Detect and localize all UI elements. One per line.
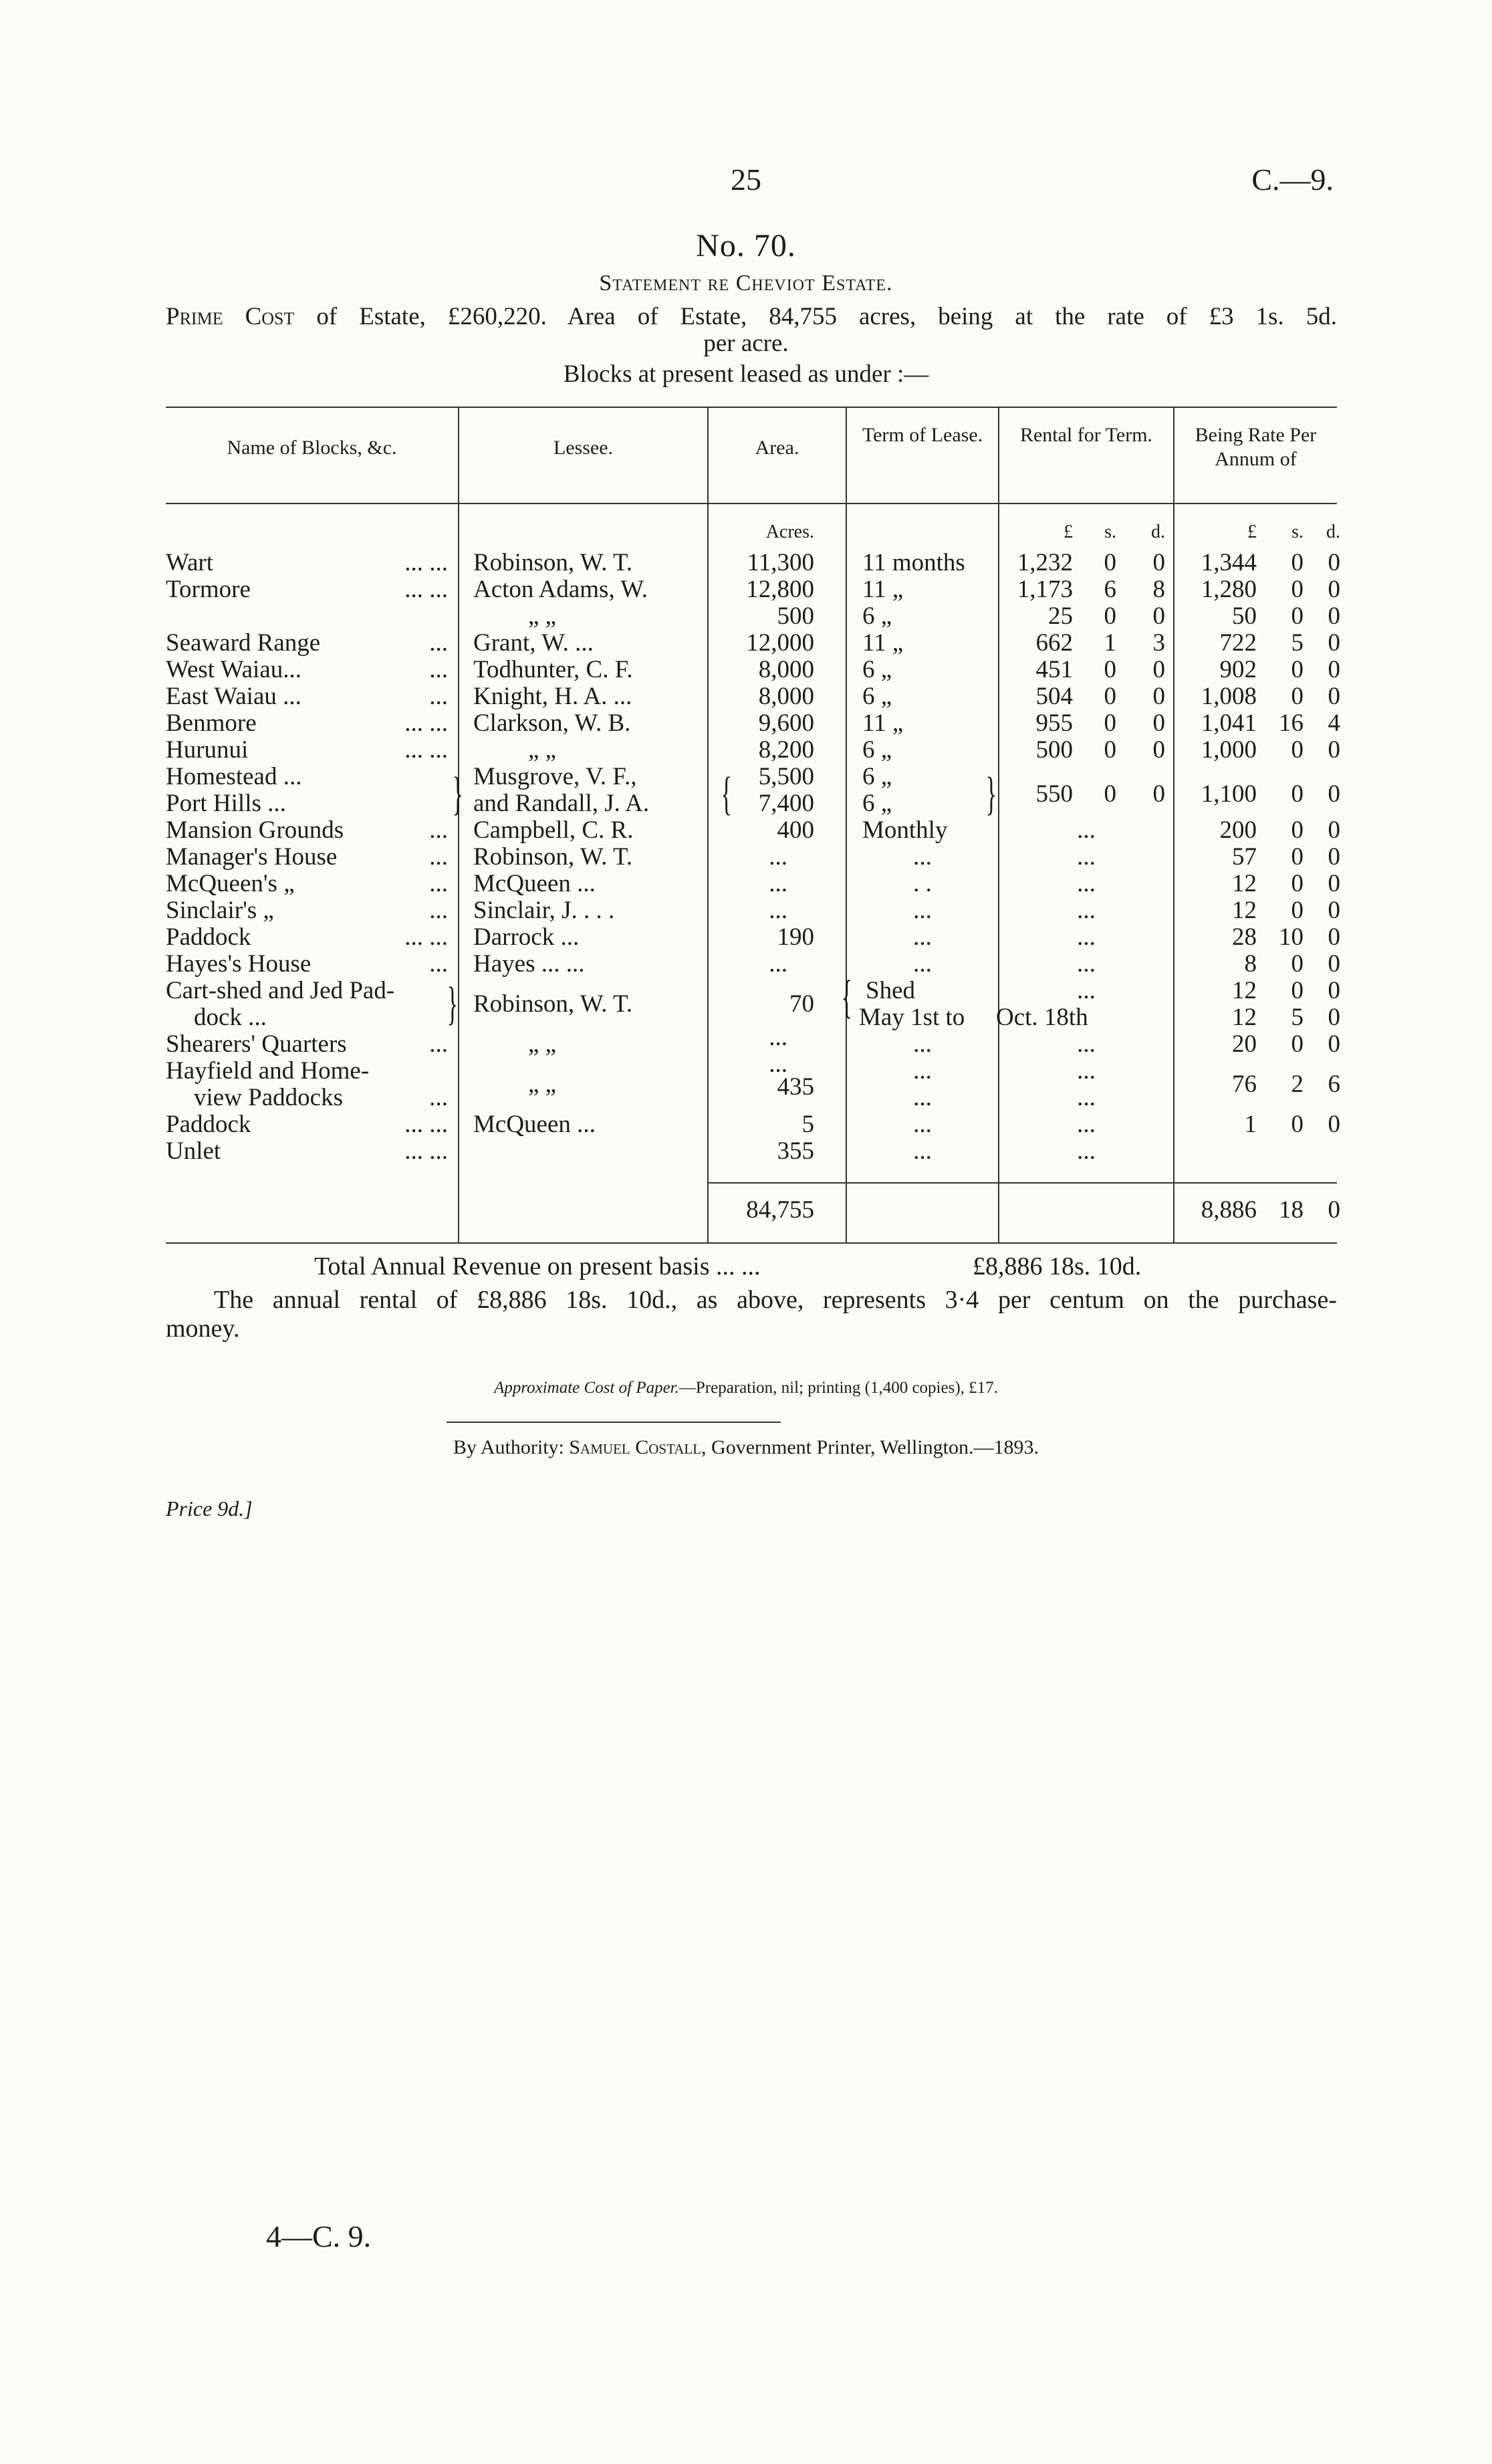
cartshed-term-brace: { xyxy=(841,972,853,1023)
row-11-ps: 0 xyxy=(1291,816,1303,844)
annual-rental-paragraph: The annual rental of £8,886 18s. 10d., as above, represents 3·4 per centum on the purchase- xyxy=(214,1286,1337,1314)
shearers-area: ... xyxy=(769,1024,787,1051)
row-5-ps: 0 xyxy=(1291,656,1303,683)
row-3-pd: 0 xyxy=(1328,602,1340,630)
row-8-rl: 500 xyxy=(1035,736,1073,764)
row-14-term: ... xyxy=(913,897,932,924)
row-13-pd: 0 xyxy=(1328,870,1340,897)
row-8-dots: ... ... xyxy=(404,736,448,764)
row-16-area: ... xyxy=(769,950,787,978)
paddock2-rental: ... xyxy=(1077,1111,1096,1138)
hayfield-area-line2: 435 xyxy=(777,1073,814,1101)
row-13-pl: 12 xyxy=(1232,870,1257,897)
total-rate-pounds: 8,886 xyxy=(1201,1196,1257,1224)
row-4-pd: 0 xyxy=(1328,629,1340,657)
unit-rate-pounds: £ xyxy=(1247,522,1257,542)
row-5-lessee: Todhunter, C. F. xyxy=(473,656,633,683)
row-12-name: Manager's House xyxy=(166,843,338,871)
row-12-ps: 0 xyxy=(1291,843,1303,871)
row-13-name: McQueen's „ xyxy=(166,870,295,897)
header-area: Area. xyxy=(755,437,799,459)
hayfield-rate-pounds: 76 xyxy=(1232,1071,1257,1098)
statement-title: Statement re Cheviot Estate. xyxy=(599,271,893,296)
authority-line xyxy=(0,1436,1492,1459)
totals-rule xyxy=(707,1182,1337,1184)
hayfield-term-line1: ... xyxy=(913,1057,932,1085)
row-16-pl: 8 xyxy=(1244,950,1257,978)
shearers-term: ... xyxy=(913,1030,932,1058)
row-16-pd: 0 xyxy=(1328,950,1340,978)
row-4-rs: 1 xyxy=(1104,629,1116,657)
paddock2-name: Paddock xyxy=(166,1111,251,1138)
row-5-name: West Waiau... xyxy=(166,656,301,683)
row-14-pd: 0 xyxy=(1328,897,1340,924)
row-15-rl: ... xyxy=(1077,923,1096,951)
cartshed-term-line2: May 1st to xyxy=(859,1004,965,1031)
row-2-term: 11 „ xyxy=(862,576,904,603)
row-11-pl: 200 xyxy=(1219,816,1257,844)
cartshed-rental-line2: Oct. 18th xyxy=(996,1004,1088,1031)
row-5-rl: 451 xyxy=(1035,656,1073,683)
row-9-name: Homestead ... xyxy=(166,763,302,790)
cartshed-rate2-shillings: 5 xyxy=(1291,1004,1303,1031)
unlet-name: Unlet xyxy=(166,1137,221,1165)
header-bottom-rule xyxy=(166,503,1337,504)
row-5-area: 8,000 xyxy=(758,656,814,683)
row-15-lessee: Darrock ... xyxy=(473,923,580,951)
row-13-dots: ... xyxy=(429,870,448,897)
shearers-rate-pounds: 20 xyxy=(1232,1030,1257,1058)
row-6-rl: 504 xyxy=(1035,683,1073,710)
row-4-term: 11 „ xyxy=(862,629,904,657)
row-1-rs: 0 xyxy=(1104,549,1116,576)
prime-cost-continuation: per acre. xyxy=(703,330,789,357)
row-4-rd: 3 xyxy=(1152,629,1165,657)
unit-rental-pounds: £ xyxy=(1064,522,1073,542)
total-revenue-amount: £8,886 18s. 10d. xyxy=(973,1252,1142,1280)
merged-rental-shillings: 0 xyxy=(1104,780,1116,808)
header-name: Name of Blocks, &c. xyxy=(227,437,397,459)
printer-name: Samuel Costall xyxy=(569,1436,702,1458)
shearers-dots: ... xyxy=(429,1030,448,1058)
row-16-lessee: Hayes ... ... xyxy=(473,950,585,978)
hayfield-name-line1: Hayfield and Home- xyxy=(166,1057,370,1085)
paper-cost-text: —Preparation, nil; printing (1,400 copies), £17. xyxy=(678,1379,998,1397)
row-6-pd: 0 xyxy=(1328,683,1340,710)
row-7-area: 9,600 xyxy=(758,709,814,737)
row-2-ps: 0 xyxy=(1291,576,1303,603)
row-4-name: Seaward Range xyxy=(166,629,321,657)
row-1-lessee: Robinson, W. T. xyxy=(473,549,633,576)
row-12-term: ... xyxy=(913,843,932,871)
row-6-pl: 1,008 xyxy=(1201,683,1257,710)
hayfield-lessee: „ „ xyxy=(528,1071,557,1098)
brace-term: } xyxy=(985,768,997,820)
row-5-dots: ... xyxy=(429,656,448,683)
paddock2-term: ... xyxy=(913,1111,932,1138)
row-7-rl: 955 xyxy=(1035,709,1073,737)
total-rate-pence: 0 xyxy=(1328,1196,1340,1224)
hayfield-term-line2: ... xyxy=(913,1084,932,1111)
row-1-pd: 0 xyxy=(1328,549,1340,576)
row-7-rs: 0 xyxy=(1104,709,1116,737)
unlet-term: ... xyxy=(913,1137,932,1165)
row-12-rl: ... xyxy=(1077,843,1096,871)
paddock2-rate-pence: 0 xyxy=(1328,1111,1340,1138)
header-rental: Rental for Term. xyxy=(1019,424,1153,446)
row-5-rd: 0 xyxy=(1152,656,1165,683)
row-1-pl: 1,344 xyxy=(1201,549,1257,576)
paddock2-dots: ... ... xyxy=(404,1111,448,1138)
row-11-area: 400 xyxy=(777,816,814,844)
merged-rental-pounds: 550 xyxy=(1035,780,1073,808)
total-revenue-label: Total Annual Revenue on present basis ... ... xyxy=(314,1252,761,1280)
row-15-pl: 28 xyxy=(1232,923,1257,951)
paper-cost-note xyxy=(0,1379,1492,1397)
row-14-ps: 0 xyxy=(1291,897,1303,924)
row-1-term: 11 months xyxy=(862,549,965,576)
cartshed-area: 70 xyxy=(789,990,814,1018)
shearers-lessee: „ „ xyxy=(528,1030,557,1058)
row-2-pl: 1,280 xyxy=(1201,576,1257,603)
row-2-rl: 1,173 xyxy=(1017,576,1073,603)
price-note: Price 9d.] xyxy=(166,1496,253,1521)
row-9-lessee: Musgrove, V. F., xyxy=(473,763,637,790)
unit-rate-shillings: s. xyxy=(1291,522,1303,542)
document-reference: C.—9. xyxy=(1251,162,1334,197)
row-6-area: 8,000 xyxy=(758,683,814,710)
row-6-ps: 0 xyxy=(1291,683,1303,710)
statement-number: No. 70. xyxy=(696,228,796,263)
cartshed-name-line2: dock ... xyxy=(194,1004,267,1031)
row-5-term: 6 „ xyxy=(862,656,892,683)
row-7-dots: ... ... xyxy=(404,709,448,737)
row-3-ps: 0 xyxy=(1291,602,1303,630)
row-11-term: Monthly xyxy=(862,816,948,844)
row-14-area: ... xyxy=(769,897,787,924)
column-divider-1 xyxy=(458,407,459,1242)
unit-rate-pence: d. xyxy=(1326,522,1340,542)
unlet-rental: ... xyxy=(1077,1137,1096,1165)
row-8-term: 6 „ xyxy=(862,736,892,764)
row-3-lessee: „ „ xyxy=(528,602,557,630)
merged-rental-pence: 0 xyxy=(1152,780,1165,808)
row-8-lessee: „ „ xyxy=(528,736,557,764)
merged-rate-pence: 0 xyxy=(1328,780,1340,808)
hayfield-rental-line2: ... xyxy=(1077,1084,1096,1111)
row-3-pl: 50 xyxy=(1232,602,1257,630)
prime-cost-text: of Estate, £260,220. Area of Estate, 84,755 acres, being at the rate of £3 1s. 5d. xyxy=(294,303,1338,330)
signature-mark: 4—C. 9. xyxy=(266,2219,372,2253)
row-16-ps: 0 xyxy=(1291,950,1303,978)
unlet-dots: ... ... xyxy=(404,1137,448,1165)
row-6-rd: 0 xyxy=(1152,683,1165,710)
cartshed-rate2-pounds: 12 xyxy=(1232,1004,1257,1031)
row-4-rl: 662 xyxy=(1035,629,1073,657)
paddock2-area: 5 xyxy=(801,1111,814,1138)
row-4-pl: 722 xyxy=(1219,629,1257,657)
row-3-rd: 0 xyxy=(1152,602,1165,630)
row-2-name: Tormore xyxy=(166,576,251,603)
row-7-pd: 4 xyxy=(1328,709,1340,737)
row-7-ps: 16 xyxy=(1279,709,1303,737)
row-11-dots: ... xyxy=(429,816,448,844)
row-16-name: Hayes's House xyxy=(166,950,312,978)
row-7-term: 11 „ xyxy=(862,709,904,737)
row-15-ps: 10 xyxy=(1279,923,1303,951)
row-6-rs: 0 xyxy=(1104,683,1116,710)
row-15-name: Paddock xyxy=(166,923,251,951)
row-16-rl: ... xyxy=(1077,950,1096,978)
hayfield-dots: ... xyxy=(429,1084,448,1111)
table-top-rule xyxy=(166,407,1337,408)
header-rate: Being Rate Per Annum of xyxy=(1195,424,1317,470)
row-8-pl: 1,000 xyxy=(1201,736,1257,764)
row-3-area: 500 xyxy=(777,602,814,630)
row-11-rl: ... xyxy=(1077,816,1096,844)
cartshed-lessee: Robinson, W. T. xyxy=(473,990,633,1018)
row-14-name: Sinclair's „ xyxy=(166,897,274,924)
row-14-lessee: Sinclair, J. . . . xyxy=(473,897,615,924)
row-5-pd: 0 xyxy=(1328,656,1340,683)
row-4-dots: ... xyxy=(429,629,448,657)
column-divider-5 xyxy=(1173,407,1174,1242)
cartshed-brace: } xyxy=(447,978,459,1030)
row-14-dots: ... xyxy=(429,897,448,924)
row-12-pl: 57 xyxy=(1232,843,1257,871)
row-4-area: 12,000 xyxy=(746,629,814,657)
row-8-rd: 0 xyxy=(1152,736,1165,764)
row-14-pl: 12 xyxy=(1232,897,1257,924)
blocks-note: Blocks at present leased as under :— xyxy=(563,360,929,388)
row-1-ps: 0 xyxy=(1291,549,1303,576)
shearers-rental: ... xyxy=(1077,1030,1096,1058)
shearers-name: Shearers' Quarters xyxy=(166,1030,347,1058)
row-11-lessee: Campbell, C. R. xyxy=(473,816,634,844)
row-8-name: Hurunui xyxy=(166,736,249,764)
total-rate-shillings: 18 xyxy=(1279,1196,1303,1224)
row-1-rl: 1,232 xyxy=(1017,549,1073,576)
hayfield-area-line1: ... xyxy=(769,1050,787,1078)
row-2-rd: 8 xyxy=(1152,576,1165,603)
table-bottom-rule xyxy=(166,1242,1337,1244)
row-9-term: 6 „ xyxy=(862,763,892,790)
authority-prefix: By Authority: xyxy=(453,1436,564,1458)
row-13-area: ... xyxy=(769,870,787,897)
row-13-term: . . xyxy=(913,870,932,897)
paddock2-rate-pounds: 1 xyxy=(1244,1111,1257,1138)
unit-rental-pence: d. xyxy=(1151,522,1165,542)
row-12-lessee: Robinson, W. T. xyxy=(473,843,633,871)
hayfield-rate-pence: 6 xyxy=(1328,1071,1340,1098)
authority-suffix: , Government Printer, Wellington.—1893. xyxy=(701,1436,1039,1458)
cartshed-rate1-shillings: 0 xyxy=(1291,977,1303,1004)
row-2-rs: 6 xyxy=(1104,576,1116,603)
row-4-lessee: Grant, W. ... xyxy=(473,629,594,657)
row-8-rs: 0 xyxy=(1104,736,1116,764)
row-13-rl: ... xyxy=(1077,870,1096,897)
paddock2-lessee: McQueen ... xyxy=(473,1111,596,1138)
row-6-name: East Waiau ... xyxy=(166,683,301,710)
row-13-ps: 0 xyxy=(1291,870,1303,897)
row-2-pd: 0 xyxy=(1328,576,1340,603)
row-2-area: 12,800 xyxy=(746,576,814,603)
cartshed-rate2-pence: 0 xyxy=(1328,1004,1340,1031)
row-5-pl: 902 xyxy=(1219,656,1257,683)
row-10-term: 6 „ xyxy=(862,790,892,817)
row-1-area: 11,300 xyxy=(747,549,814,576)
row-8-pd: 0 xyxy=(1328,736,1340,764)
cartshed-rental-line1: ... xyxy=(1077,977,1096,1004)
prime-cost-line xyxy=(166,302,1337,331)
row-3-rl: 25 xyxy=(1048,602,1073,630)
row-8-area: 8,200 xyxy=(758,736,814,764)
row-16-term: ... xyxy=(913,950,932,978)
row-15-term: ... xyxy=(913,923,932,951)
row-16-dots: ... xyxy=(429,950,448,978)
cartshed-term-line1: Shed xyxy=(866,977,915,1004)
cartshed-rate1-pence: 0 xyxy=(1328,977,1340,1004)
row-6-term: 6 „ xyxy=(862,683,892,710)
row-2-lessee: Acton Adams, W. xyxy=(473,576,648,603)
header-term: Term of Lease. xyxy=(862,424,983,446)
row-1-name: Wart xyxy=(166,549,213,576)
hayfield-name-line2: view Paddocks xyxy=(194,1084,343,1111)
cartshed-name-line1: Cart-shed and Jed Pad- xyxy=(166,977,395,1004)
row-10-lessee: and Randall, J. A. xyxy=(473,790,650,817)
shearers-rate-shillings: 0 xyxy=(1291,1030,1303,1058)
unlet-area: 355 xyxy=(777,1137,814,1165)
row-14-rl: ... xyxy=(1077,897,1096,924)
row-13-lessee: McQueen ... xyxy=(473,870,596,897)
row-6-dots: ... xyxy=(429,683,448,710)
merged-rate-pounds: 1,100 xyxy=(1201,780,1257,808)
unit-acres: Acres. xyxy=(765,522,814,542)
row-12-dots: ... xyxy=(429,843,448,871)
row-7-lessee: Clarkson, W. B. xyxy=(473,709,631,737)
hayfield-rate-shillings: 2 xyxy=(1291,1071,1303,1098)
row-10-area: 7,400 xyxy=(758,790,814,817)
row-7-rd: 0 xyxy=(1152,709,1165,737)
row-7-pl: 1,041 xyxy=(1201,709,1257,737)
row-1-rd: 0 xyxy=(1152,549,1165,576)
row-15-pd: 0 xyxy=(1328,923,1340,951)
hayfield-rental-line1: ... xyxy=(1077,1057,1096,1085)
row-11-name: Mansion Grounds xyxy=(166,816,344,844)
brace-left: } xyxy=(452,768,464,820)
header-lessee: Lessee. xyxy=(553,437,614,459)
row-3-term: 6 „ xyxy=(862,602,892,630)
row-6-lessee: Knight, H. A. ... xyxy=(473,683,632,710)
row-12-area: ... xyxy=(769,843,787,871)
row-9-area: 5,500 xyxy=(758,763,814,790)
page-number: 25 xyxy=(731,162,761,197)
row-12-pd: 0 xyxy=(1328,843,1340,871)
row-5-rs: 0 xyxy=(1104,656,1116,683)
authority-rule xyxy=(447,1422,781,1423)
row-7-name: Benmore xyxy=(166,709,257,737)
row-15-dots: ... ... xyxy=(404,923,448,951)
row-11-pd: 0 xyxy=(1328,816,1340,844)
row-10-name: Port Hills ... xyxy=(166,790,286,817)
row-4-ps: 5 xyxy=(1291,629,1303,657)
row-15-area: 190 xyxy=(777,923,814,951)
prime-cost-label: Prime Cost xyxy=(166,303,295,330)
unit-rental-shillings: s. xyxy=(1104,522,1116,542)
shearers-rate-pence: 0 xyxy=(1328,1030,1340,1058)
brace-area: { xyxy=(721,768,733,820)
total-area: 84,755 xyxy=(746,1196,814,1224)
row-1-dots: ... ... xyxy=(404,549,448,576)
paddock2-rate-shillings: 0 xyxy=(1291,1111,1303,1138)
cartshed-rate1-pounds: 12 xyxy=(1232,977,1257,1004)
row-3-rs: 0 xyxy=(1104,602,1116,630)
paper-cost-label: Approximate Cost of Paper. xyxy=(494,1379,679,1397)
row-8-ps: 0 xyxy=(1291,736,1303,764)
merged-rate-shillings: 0 xyxy=(1291,780,1303,808)
row-2-dots: ... ... xyxy=(404,576,448,603)
annual-rental-continuation: money. xyxy=(166,1315,240,1343)
